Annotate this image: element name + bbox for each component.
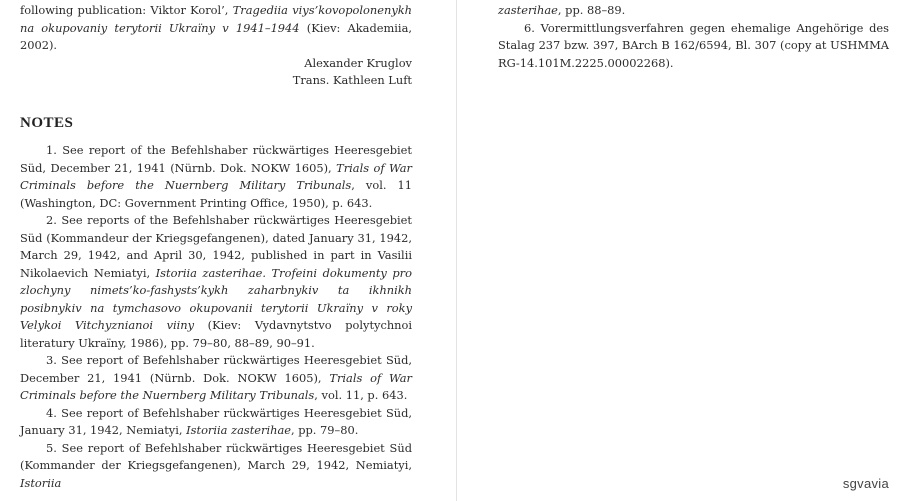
right-page <box>458 0 900 501</box>
note-2-text-a: 2. See reports of the Befehlshaber rückwärtiges Heeresgebiet Süd (Kommandeur der Kriegsgefangenen), dated January 31, 1942, March 29, 1942, and April 30, 1942, published in part in Vasilii Nikolaevich Nemiatyi, <box>20 213 412 280</box>
note-5-cont-title: zasterihae <box>498 3 558 17</box>
note-1-text-b: , vol. 11 (Washington, DC: Government Printing Office, 1950), p. 643. <box>20 178 412 210</box>
note-1-title: Trials of War Criminals before the Nuernberg Military Tribunals <box>20 160 412 192</box>
note-3 <box>20 352 412 405</box>
note-2-title: Istoriia zasterihae. Trofeini dokumenty pro zlochyny nimets’ko-fashysts’kykh zaharbnykiv ta ikhnikh posibnykiv na tymchasovo okupovanii terytorii Ukraïny v roky Velykoi Vitchyznianoi viiny <box>20 265 412 332</box>
note-5-continued <box>498 2 889 20</box>
note-2 <box>20 212 412 352</box>
note-4-text-b: , pp. 79–80. <box>290 423 359 437</box>
note-5-text-a: 5. See report of Befehlshaber rückwärtiges Heeresgebiet Süd (Kommander der Kriegsgefangenen), March 29, 1942, Nemiatyi, <box>20 440 412 472</box>
note-4-text-a: 4. See report of Befehlshaber rückwärtiges Heeresgebiet Süd, January 31, 1942, Nemiatyi, <box>20 405 412 437</box>
note-2-text-b: (Kiev: Vydavnytstvo polytychnoi literatury Ukraïny, 1986), pp. 79–80, 88–89, 90–91. <box>20 318 413 350</box>
intro-paragraph <box>20 2 412 90</box>
note-1-text-a: 1. See report of the Befehlshaber rückwärtiges Heeresgebiet Süd, December 21, 1941 (Nürnb. Dok. NOKW 1605), <box>20 143 412 175</box>
right-column <box>498 2 889 72</box>
note-5-title: Istoriia <box>20 475 62 490</box>
note-3-text-b: , vol. 11, p. 643. <box>314 388 408 402</box>
note-4-title: Istoriia zasterihae <box>186 423 291 437</box>
translator-name: Trans. Kathleen Luft <box>292 73 412 87</box>
note-6: 6. Vorermittlungsverfahren gegen ehemalige Angehörige des Stalag 237 bzw. 397, BArch B 162/6594, Bl. 307 (copy at USHMMA RG-14.101M.2225.00002268). <box>498 20 889 70</box>
intro-text-a: following publication: Viktor Korol’, <box>20 3 233 17</box>
note-4 <box>20 405 412 440</box>
note-3-title: Trials of War Criminals before the Nuernberg Military Tribunals <box>20 370 413 402</box>
page-gutter-divider <box>456 0 457 501</box>
note-5-cont-text: , pp. 88–89. <box>557 3 626 17</box>
watermark-text: sgvavia <box>842 476 889 491</box>
notes-heading: NOTES <box>20 115 74 131</box>
note-5 <box>20 440 412 493</box>
note-1 <box>20 142 412 212</box>
author-name: Alexander Kruglov <box>304 55 412 70</box>
notes-list <box>20 142 412 492</box>
intro-title: Tragediia viys’kovopolonenykh na okupovaniy terytorii Ukraïny v 1941–1944 <box>20 3 412 35</box>
intro-text-b: (Kiev: Akademiia, 2002). <box>20 20 412 52</box>
note-3-text-a: 3. See report of Befehlshaber rückwärtiges Heeresgebiet Süd, December 21, 1941 (Nürnb. Dok. NOKW 1605), <box>20 353 412 385</box>
